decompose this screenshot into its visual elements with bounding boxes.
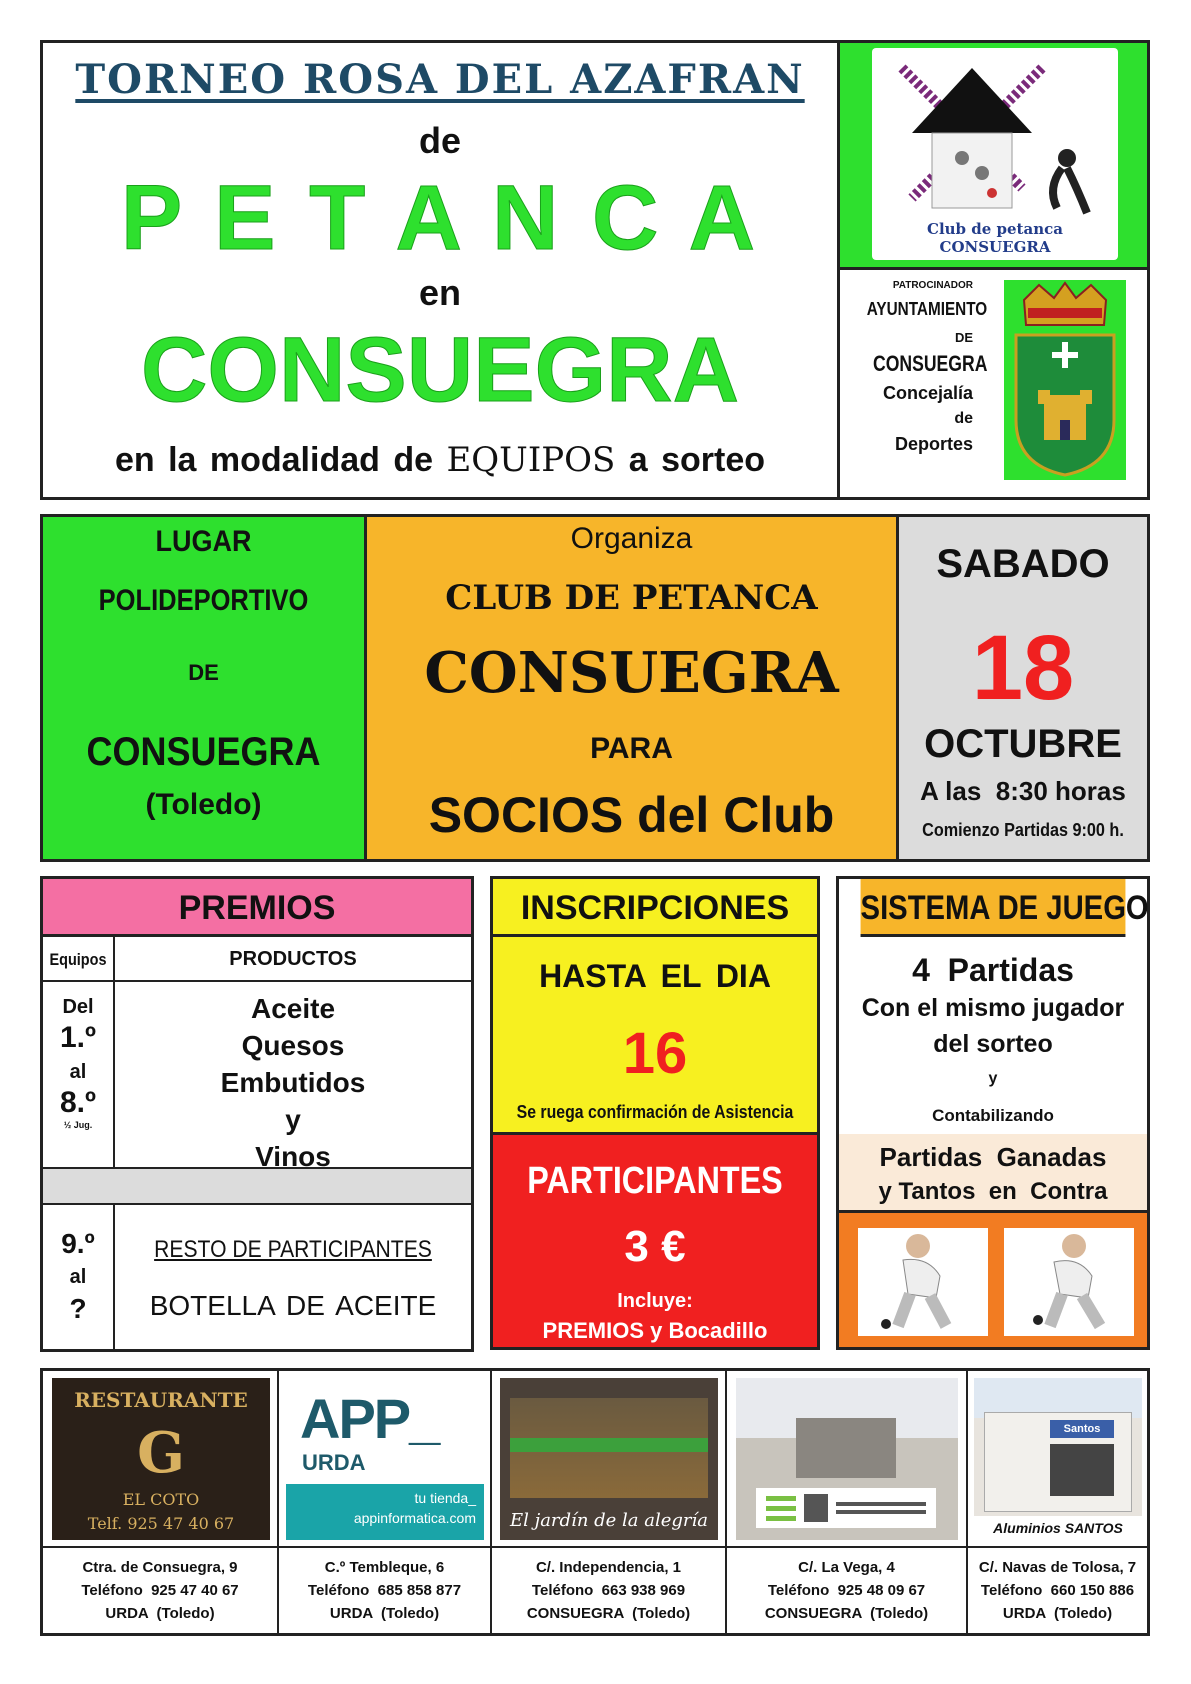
city-2: URDA (Toledo)	[329, 1605, 440, 1622]
de-label: de	[418, 120, 461, 161]
sistema-ganadas: Partidas Ganadas	[879, 1142, 1107, 1172]
santos-bottom: Aluminios SANTOS	[974, 1516, 1142, 1540]
club-logo-line2: CONSUEGRA	[939, 238, 1051, 256]
sponsor-logo-coto	[52, 1378, 270, 1540]
organiza-l1: CLUB DE PETANCA	[445, 578, 818, 618]
sponsor-text	[848, 280, 988, 455]
coto-mid: G	[137, 1420, 185, 1486]
organiza-l4: SOCIOS del Club	[428, 787, 835, 843]
sponsor-address-2	[279, 1556, 490, 1625]
sponsor-address-5	[968, 1556, 1147, 1625]
premios-row2-rank	[43, 1228, 113, 1325]
petanca-player-icon	[1004, 1228, 1134, 1336]
consuegra-title: CONSUEGRA	[140, 319, 740, 421]
jardin-bottom: El jardín de la alegría	[510, 1510, 708, 1531]
sponsor-consuegra: CONSUEGRA	[873, 351, 988, 376]
city-5: URDA (Toledo)	[1002, 1605, 1113, 1622]
concejalia-label: Concejalía	[882, 383, 973, 403]
tel-5: Teléfono 660 150 886	[980, 1582, 1135, 1599]
sistema-y: y	[988, 1070, 998, 1087]
city-1: URDA (Toledo)	[105, 1605, 215, 1622]
ayuntamiento-label: AYUNTAMIENTO	[866, 299, 988, 319]
lugar-title: LUGAR	[155, 525, 252, 558]
sponsor-address-3	[492, 1556, 725, 1625]
modalidad-line	[60, 440, 820, 480]
premios-col1: Equipos	[49, 950, 107, 969]
centro-building	[796, 1418, 896, 1478]
producto-embutidos: Embutidos	[220, 1067, 366, 1098]
windmill-icon	[872, 48, 1118, 218]
participantes-incluye: Incluye:	[617, 1290, 693, 1312]
inscripciones-hasta: HASTA EL DIA	[539, 958, 771, 994]
player-photo-1	[858, 1228, 988, 1336]
tel-3: Teléfono 663 938 969	[531, 1582, 686, 1599]
club-logo-line1: Club de petanca	[927, 220, 1063, 238]
addr-4: C/. La Vega, 4	[798, 1559, 895, 1576]
fecha-dia: SABADO	[936, 542, 1110, 586]
addr-3: C/. Independencia, 1	[535, 1559, 682, 1576]
participantes-title: PARTICIPANTES	[527, 1160, 783, 1202]
rank-q: ?	[69, 1293, 87, 1324]
premios-divider-h1	[43, 980, 471, 982]
coto-bottom: EL COTO	[122, 1490, 200, 1509]
app-mid: URDA	[302, 1450, 366, 1475]
lugar-l1: POLIDEPORTIVO	[98, 584, 309, 617]
rank-jug: ½ Jug.	[63, 1120, 93, 1130]
premios-col2: PRODUCTOS	[229, 948, 357, 970]
sponsor-de2: de	[954, 410, 973, 427]
coto-tel: Telf. 925 47 40 67	[87, 1514, 235, 1533]
sistema-l2: del sorteo	[933, 1030, 1053, 1058]
city-4: CONSUEGRA (Toledo)	[764, 1605, 929, 1622]
addr-5: C/. Navas de Tolosa, 7	[978, 1559, 1137, 1576]
inscripciones-dia: 16	[622, 1021, 688, 1086]
producto-quesos: Quesos	[241, 1030, 345, 1061]
fecha-hora: A las 8:30 horas	[920, 776, 1126, 806]
santos-sign: Santos	[1050, 1420, 1114, 1438]
producto-vinos: Vinos	[255, 1141, 331, 1172]
app-bottom: tu tienda_	[414, 1490, 476, 1506]
sistema-title: SISTEMA DE JUEGO	[861, 879, 1126, 937]
sponsor-logo-jardin	[500, 1378, 718, 1540]
premios-title: PREMIOS	[43, 879, 471, 937]
premios-divider-v2	[113, 1205, 115, 1352]
producto-aceite: Aceite	[250, 993, 336, 1024]
rank-8: 8.º	[60, 1086, 96, 1119]
premios-botella: BOTELLA DE ACEITE	[149, 1290, 437, 1321]
rank-al2: al	[69, 1266, 87, 1288]
sponsor-logo-santos	[974, 1378, 1142, 1540]
sponsor-de1: DE	[954, 330, 973, 345]
modalidad-equipos: EQUIPOS	[446, 440, 616, 480]
productos-list	[115, 990, 471, 1175]
addr-1: Ctra. de Consuegra, 9	[82, 1559, 238, 1576]
app-tel: appinformatica.com	[353, 1510, 476, 1526]
participantes-precio: 3 €	[624, 1222, 686, 1271]
inscripciones-title: INSCRIPCIONES	[493, 879, 817, 937]
jardin-green	[510, 1438, 708, 1452]
sistema-contabilizando: Contabilizando	[932, 1106, 1054, 1125]
organiza-l2: CONSUEGRA	[424, 640, 839, 706]
fecha-comienzo: Comienzo Partidas 9:00 h.	[922, 820, 1124, 840]
club-logo	[872, 48, 1118, 260]
torneo-title: TORNEO ROSA DEL AZAFRAN	[75, 56, 805, 103]
lugar-l4: (Toledo)	[145, 788, 262, 821]
sponsor-logo-centro	[736, 1378, 958, 1540]
centro-logo-icon	[756, 1488, 936, 1528]
participantes-premios: PREMIOS y Bocadillo	[542, 1318, 768, 1343]
sponsor-address-1	[43, 1556, 277, 1625]
premios-row1-rank	[43, 996, 113, 1130]
coto-top: RESTAURANTE	[74, 1388, 248, 1412]
coat-of-arms-icon	[1004, 280, 1126, 480]
organiza-l3: PARA	[590, 732, 673, 765]
app-top: APP_	[300, 1387, 439, 1450]
city-3: CONSUEGRA (Toledo)	[526, 1605, 691, 1622]
petanca-title: P E T A N C A	[120, 167, 760, 269]
sponsor-address-4	[727, 1556, 966, 1625]
lugar-l2: DE	[188, 660, 219, 685]
tel-1: Teléfono 925 47 40 67	[81, 1582, 239, 1599]
tel-4: Teléfono 925 48 09 67	[767, 1582, 926, 1599]
rank-del: Del	[62, 996, 94, 1018]
sistema-l1: Con el mismo jugador	[861, 994, 1125, 1022]
premios-resto: RESTO DE PARTICIPANTES	[154, 1236, 432, 1263]
tel-2: Teléfono 685 858 877	[307, 1582, 462, 1599]
santos-door	[1050, 1444, 1114, 1496]
fecha-mes: OCTUBRE	[924, 722, 1122, 766]
producto-y: y	[285, 1104, 301, 1135]
lugar-l3: CONSUEGRA	[86, 730, 321, 774]
inscripciones-ruega: Se ruega confirmación de Asistencia	[516, 1102, 794, 1122]
sponsor-logo-app	[286, 1378, 484, 1540]
modalidad-post: a sorteo	[628, 441, 766, 479]
deportes-label: Deportes	[894, 434, 973, 454]
organiza-title: Organiza	[570, 522, 693, 555]
addr-2: C.º Tembleque, 6	[324, 1559, 445, 1576]
petanca-player-icon	[858, 1228, 988, 1336]
en-label: en	[418, 272, 461, 313]
sistema-tantos: y Tantos en Contra	[878, 1178, 1108, 1205]
sponsors-divider-h	[43, 1546, 1147, 1548]
fecha-num: 18	[971, 617, 1075, 719]
rank-9: 9.º	[61, 1228, 95, 1259]
sistema-partidas: 4 Partidas	[912, 952, 1074, 988]
centro-sign	[756, 1488, 936, 1528]
modalidad-pre: en la modalidad de	[114, 441, 434, 479]
player-photo-2	[1004, 1228, 1134, 1336]
patrocinador-label: PATROCINADOR	[892, 280, 973, 291]
rank-1: 1.º	[60, 1021, 96, 1054]
rank-al: al	[69, 1061, 87, 1083]
